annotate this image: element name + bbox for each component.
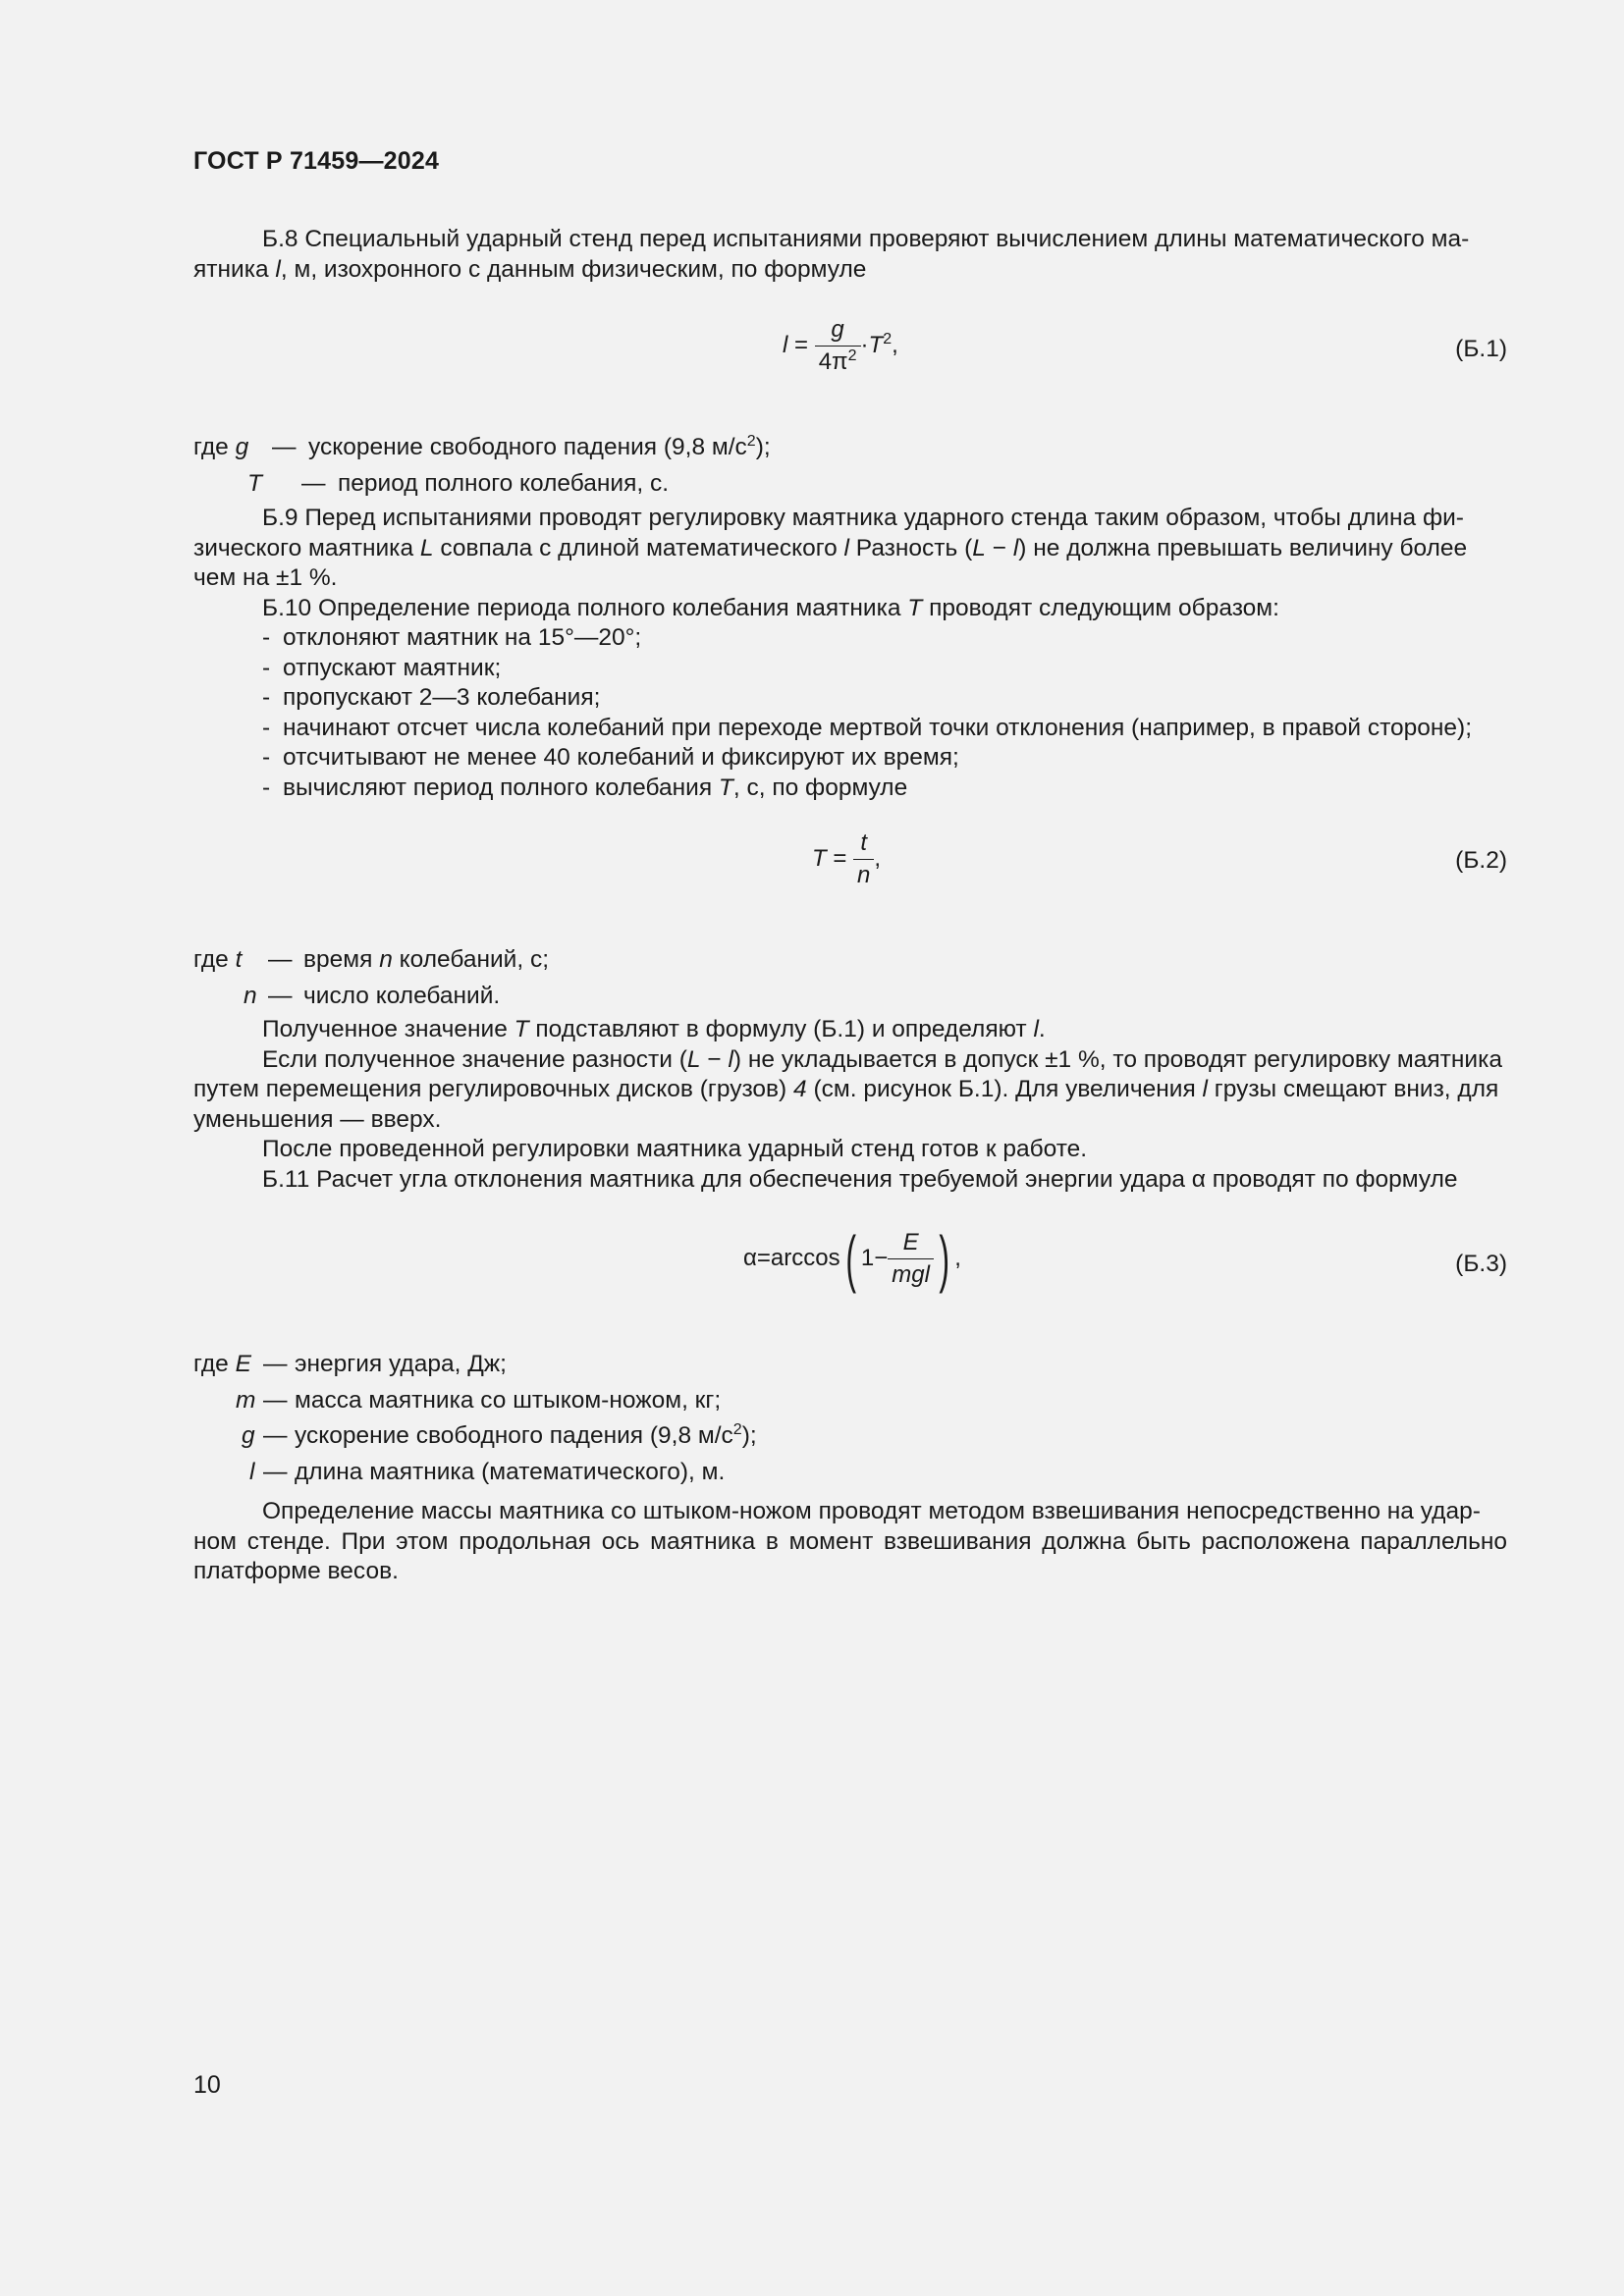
where-block-2: [193, 945, 1507, 1011]
after-formula-2: [193, 1015, 1507, 1195]
after2-p2-line3: уменьшения — вверх.: [193, 1105, 442, 1133]
where-g2: g — ускорение свободного падения (9,8 $м/с^2$);: [242, 1420, 757, 1449]
formula-b3: [193, 1223, 1507, 1306]
where-block-1: [193, 433, 1507, 499]
formula-b1-label: (Б.1): [1455, 336, 1507, 362]
after2-p2-line1: Если полученное значение разности (L − l) не укладывается в допуск ±1 %, то проводят регулировку маятника: [262, 1045, 1502, 1073]
b10-bullet-2: - отпускают маятник;: [262, 654, 502, 681]
formula-b1: [193, 316, 1507, 385]
formula-b2-fraction: $\frac{t}{n}$: [853, 829, 874, 889]
section-b8: [193, 225, 1507, 285]
b10-bullet-3: - пропускают 2—3 колебания;: [262, 684, 601, 711]
where-t: где t — время n колебаний, с;: [193, 946, 550, 973]
section-b9-b10: [193, 504, 1507, 803]
b10-bullet-4: - начинают отсчет числа колебаний при переходе мертвой точки отклонения (например, в правой стороне);: [262, 714, 1473, 741]
b8-line1: Б.8 Специальный ударный стенд перед испытаниями проверяют вычислением длины математического ма-: [262, 226, 1470, 252]
final-line2: ном стенде. При этом продольная ось маятника в момент взвешивания должна быть расположена параллельно: [193, 1527, 1507, 1555]
section-b11: Б.11 Расчет угла отклонения маятника для обеспечения требуемой энергии удара α проводят по формуле: [262, 1165, 1458, 1193]
where-m: m — масса маятника со штыком-ножом, кг;: [236, 1386, 722, 1414]
b10-bullet-6: - вычисляют период полного колебания T, с, по формуле: [262, 774, 908, 801]
where-block-3: [193, 1350, 1507, 1487]
where-n: n — число колебаний.: [244, 982, 501, 1009]
after2-p1: Полученное значение T подставляют в формулу (Б.1) и определяют l.: [262, 1016, 1046, 1042]
final-line1: Определение массы маятника со штыком-ножом проводят методом взвешивания непосредственно на удар-: [262, 1498, 1481, 1524]
after2-p2-line2: путем перемещения регулировочных дисков (грузов) 4 (см. рисунок Б.1). Для увеличения l грузы смещают вниз, для: [193, 1076, 1499, 1102]
page-number: 10: [193, 2071, 221, 2099]
formula-b3-expr: α = arccos ( 1− $\frac{E}{\text{mgl}}$ ) ,: [743, 1223, 961, 1294]
document-header: ГОСТ Р 71459—2024: [193, 147, 440, 175]
after2-p3: После проведенной регулировки маятника ударный стенд готов к работе.: [262, 1136, 1088, 1162]
b10-bullet-5: - отсчитывают не менее 40 колебаний и фиксируют их время;: [262, 744, 959, 771]
formula-b2-label: (Б.2): [1455, 847, 1507, 874]
formula-b1-fraction: $\frac{g}{4\pi^2}$: [815, 316, 861, 376]
formula-b1-expr: l = $\frac{g}{4\pi^2}$ $\cdot T^2$,: [783, 316, 898, 375]
b9-line1: Б.9 Перед испытаниями проводят регулировку маятника ударного стенда таким образом, чтобы длина фи-: [262, 505, 1464, 531]
final-line3: платформе весов.: [193, 1558, 399, 1584]
b9-line2: зического маятника L совпала с длиной математического l Разность (L − l) не должна превышать величину более: [193, 534, 1468, 561]
formula-b3-label: (Б.3): [1455, 1251, 1507, 1277]
where-g: где g — ускорение свободного падения (9,8 $м/с^2$);: [193, 432, 771, 460]
formula-b2-expr: T = $\frac{t}{n}$ ,: [812, 829, 882, 888]
formula-b2: [193, 829, 1507, 898]
b8-line2: ятника l, м, изохронного с данным физическим, по формуле: [193, 255, 867, 283]
where-E: где E — энергия удара, Дж;: [193, 1351, 507, 1377]
where-l: l — длина маятника (математического), м.: [249, 1458, 726, 1485]
formula-b3-fraction: $\frac{E}{\text{mgl}}$: [888, 1229, 934, 1289]
b10-bullet-1: - отклоняют маятник на 15°—20°;: [262, 624, 642, 651]
b9-line3: чем на ±1 %.: [193, 564, 338, 591]
b10-intro: Б.10 Определение периода полного колебания маятника T проводят следующим образом:: [262, 594, 1279, 621]
final-paragraph: [193, 1497, 1507, 1587]
where-T: T — период полного колебания, с.: [247, 469, 670, 497]
